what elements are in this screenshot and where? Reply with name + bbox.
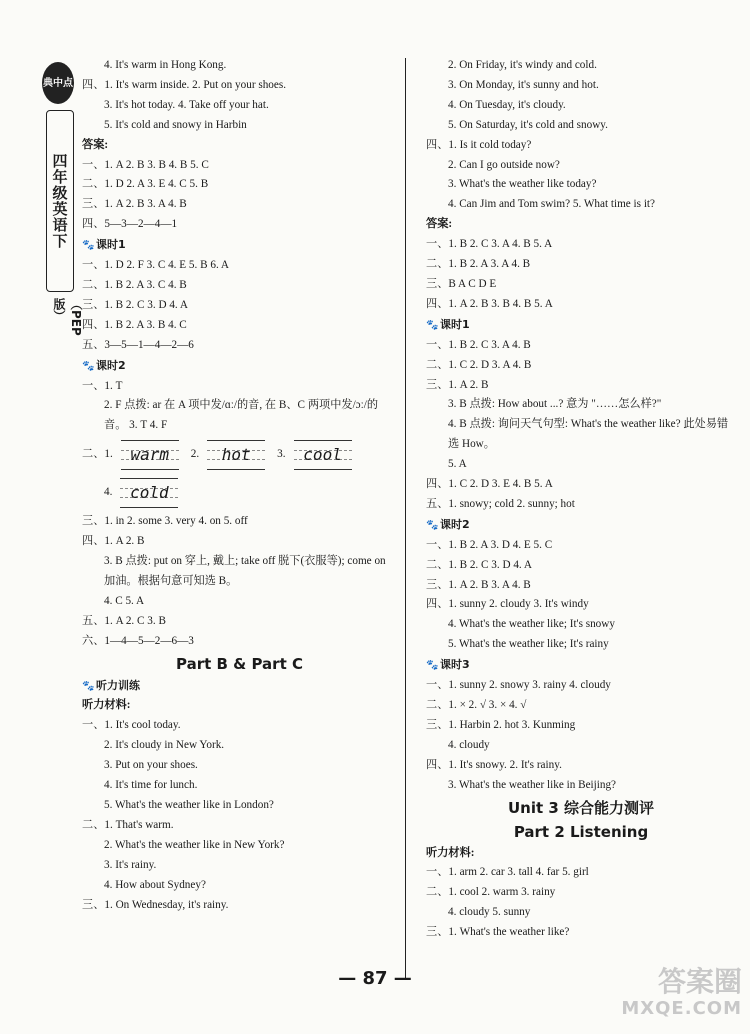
handwriting-label: 4. [104, 486, 113, 499]
answer-line: 四、1. A 2. B 3. B 4. B 5. A [426, 297, 553, 310]
answer-line: 4. cloudy 5. sunny [448, 906, 531, 919]
lesson-heading [426, 315, 736, 336]
paw-icon: 🐾 [426, 660, 439, 672]
part-title: Part 2 Listening [513, 822, 649, 841]
paw-icon: 🐾 [82, 240, 95, 252]
lesson-title: 课时1 [96, 238, 126, 252]
answer-line: 二、1. cool 2. warm 3. rainy [426, 886, 556, 899]
lesson-title: 课时1 [440, 317, 470, 331]
answer-line: 3. It's hot today. 4. Take off your hat. [104, 98, 269, 111]
watermark [592, 966, 742, 1026]
answer-line: 四、1. C 2. D 3. E 4. B 5. A [426, 478, 553, 491]
answer-line: 一、1. B 2. A 3. D 4. E 5. C [426, 538, 553, 551]
answer-note: 4. B 点拨: 询问天气句型: What's the weather like? 此处易错选 How。 [448, 418, 729, 451]
handwriting-word: warm [130, 445, 170, 465]
lesson-title: 听力训练 [96, 678, 140, 692]
answer-line: 4. It's time for lunch. [104, 779, 198, 792]
book-title-box [46, 110, 74, 292]
answer-line: 一、1. B 2. C 3. A 4. B [426, 338, 531, 351]
listening-material-label: 听力材料: [426, 846, 475, 859]
left-column [82, 56, 397, 915]
answer-line: 四、1. Is it cold today? [426, 138, 532, 151]
answers-heading: 答案: [82, 138, 109, 151]
handwriting-box [294, 440, 352, 470]
answers-heading: 答案: [426, 218, 453, 231]
handwriting-word: cool [303, 445, 342, 465]
answer-note: 3. B 点拨: How about ...? 意为 "……怎么样?" [448, 398, 662, 411]
lesson-heading [82, 235, 397, 256]
answer-line: 4. How about Sydney? [104, 878, 206, 891]
answer-line: 4. cloudy [448, 738, 490, 751]
lesson-heading [426, 515, 736, 536]
lesson-heading [426, 655, 736, 676]
answer-line: 三、1. B 2. C 3. D 4. A [82, 298, 188, 311]
handwriting-box [120, 478, 178, 508]
answer-line: 3. On Monday, it's sunny and hot. [448, 78, 599, 91]
answer-line: 三、1. in 2. some 3. very 4. on 5. off [82, 515, 248, 528]
answer-line: 一、1. T [82, 379, 123, 392]
lesson-title: 课时2 [96, 358, 126, 372]
answer-line: 三、1. A 2. B [426, 378, 489, 391]
answer-line: 一、1. arm 2. car 3. tall 4. far 5. girl [426, 866, 589, 879]
answer-line: 2. Can I go outside now? [448, 158, 560, 171]
handwriting-word: cold [130, 483, 169, 503]
listening-material-label: 听力材料: [82, 699, 131, 712]
handwriting-word: hot [221, 445, 251, 465]
answer-line: 一、1. It's cool today. [82, 719, 181, 732]
handwriting-label: 二、1. [82, 448, 113, 461]
handwriting-box [207, 440, 265, 470]
book-spine [42, 62, 83, 352]
answer-line: 5. What's the weather like; It's rainy [448, 638, 609, 651]
handwriting-label: 2. [190, 448, 200, 461]
lesson-title: 课时2 [440, 517, 470, 531]
lesson-heading [82, 356, 397, 377]
answer-line: 5. It's cold and snowy in Harbin [104, 118, 247, 131]
publisher-logo [42, 62, 74, 104]
handwriting-item [82, 440, 179, 470]
answer-line: 五、3—5—1—4—2—6 [82, 338, 194, 351]
handwriting-box [121, 440, 179, 470]
handwriting-item [104, 478, 178, 508]
answer-line: 一、1. B 2. C 3. A 4. B 5. A [426, 238, 553, 251]
paw-icon: 🐾 [82, 680, 95, 692]
answer-line: 3. What's the weather like today? [448, 178, 597, 191]
watermark-logo-text: 答案圈 [657, 965, 742, 998]
edition-label: （PEP版） [52, 298, 83, 336]
answer-line: 四、1. sunny 2. cloudy 3. It's windy [426, 598, 589, 611]
column-divider [405, 58, 406, 978]
answer-line: 2. It's cloudy in New York. [104, 739, 225, 752]
answer-line: 2. What's the weather like in New York? [104, 838, 285, 851]
answer-line: 2. On Friday, it's windy and cold. [448, 59, 597, 71]
answer-line: 三、1. A 2. B 3. A 4. B [82, 198, 187, 211]
answer-line: 4. It's warm in Hong Kong. [104, 59, 227, 71]
lesson-title: 课时3 [440, 658, 470, 672]
answer-line: 3. What's the weather like in Beijing? [448, 778, 617, 791]
handwriting-row [82, 436, 397, 474]
answer-line: 5. What's the weather like in London? [104, 799, 274, 811]
answer-line: 4. On Tuesday, it's cloudy. [448, 98, 566, 111]
handwriting-item [191, 440, 265, 470]
lesson-heading [82, 676, 397, 697]
answer-line: 二、1. D 2. A 3. E 4. C 5. B [82, 178, 209, 191]
answer-line: 四、1. It's warm inside. 2. Put on your shoes. [82, 78, 287, 91]
answer-line: 二、1. That's warm. [82, 818, 174, 831]
answer-line: 五、1. A 2. C 3. B [82, 614, 166, 627]
answer-line: 二、1. × 2. √ 3. × 4. √ [426, 699, 527, 711]
answer-line: 4. Can Jim and Tom swim? 5. What time is it? [448, 198, 655, 211]
answer-line: 5. On Saturday, it's cold and snowy. [448, 118, 608, 131]
handwriting-item [277, 440, 351, 470]
answer-line: 三、1. What's the weather like? [426, 926, 570, 939]
handwriting-label: 3. [277, 448, 286, 461]
answer-line: 六、1—4—5—2—6—3 [82, 634, 194, 647]
answer-line: 5. A [448, 458, 467, 471]
paw-icon: 🐾 [82, 360, 95, 372]
book-title: 四年级英语下 [50, 153, 69, 249]
answer-line: 一、1. A 2. B 3. B 4. B 5. C [82, 158, 209, 171]
answer-line: 一、1. sunny 2. snowy 3. rainy 4. cloudy [426, 679, 611, 692]
answer-line: 二、1. B 2. A 3. C 4. B [82, 278, 187, 291]
handwriting-row [82, 474, 397, 512]
answer-line: 四、1. It's snowy. 2. It's rainy. [426, 758, 562, 771]
unit-test-title: Unit 3 综合能力测评 [507, 798, 655, 817]
section-title: Part B & Part C [176, 654, 303, 673]
page-number: — 87 — [338, 968, 412, 989]
answer-line: 二、1. B 2. C 3. D 4. A [426, 558, 532, 571]
answer-line: 四、1. B 2. A 3. B 4. C [82, 318, 187, 331]
paw-icon: 🐾 [426, 519, 439, 531]
answer-line: 三、B A C D E [426, 277, 497, 290]
answer-line: 四、5—3—2—4—1 [82, 218, 178, 231]
answer-line: 二、1. C 2. D 3. A 4. B [426, 358, 532, 371]
logo-text: 典中点 [43, 77, 73, 89]
right-column [426, 56, 736, 943]
answer-line: 4. What's the weather like; It's snowy [448, 618, 615, 631]
answer-line: 二、1. B 2. A 3. A 4. B [426, 258, 531, 271]
answer-line: 三、1. Harbin 2. hot 3. Kunming [426, 718, 576, 731]
answer-line: 4. C 5. A [104, 594, 145, 607]
watermark-url: MXQE.COM [621, 998, 742, 1019]
answer-line: 3. It's rainy. [104, 858, 157, 871]
answer-note: 3. B 点拨: put on 穿上, 戴上; take off 脱下(衣服等); come on 加油。根据句意可知选 B。 [104, 555, 386, 587]
answer-line: 五、1. snowy; cold 2. sunny; hot [426, 497, 575, 510]
answer-line: 三、1. On Wednesday, it's rainy. [82, 898, 229, 911]
answer-line: 四、1. A 2. B [82, 535, 145, 548]
answer-line: 三、1. A 2. B 3. A 4. B [426, 578, 531, 591]
answer-line: 一、1. D 2. F 3. C 4. E 5. B 6. A [82, 259, 230, 272]
paw-icon: 🐾 [426, 319, 439, 331]
answer-note: 2. F 点拨: ar 在 A 项中发/ɑː/的音, 在 B、C 两项中发/ɔː/的音。 3. T 4. F [104, 399, 379, 432]
answer-line: 3. Put on your shoes. [104, 759, 198, 772]
